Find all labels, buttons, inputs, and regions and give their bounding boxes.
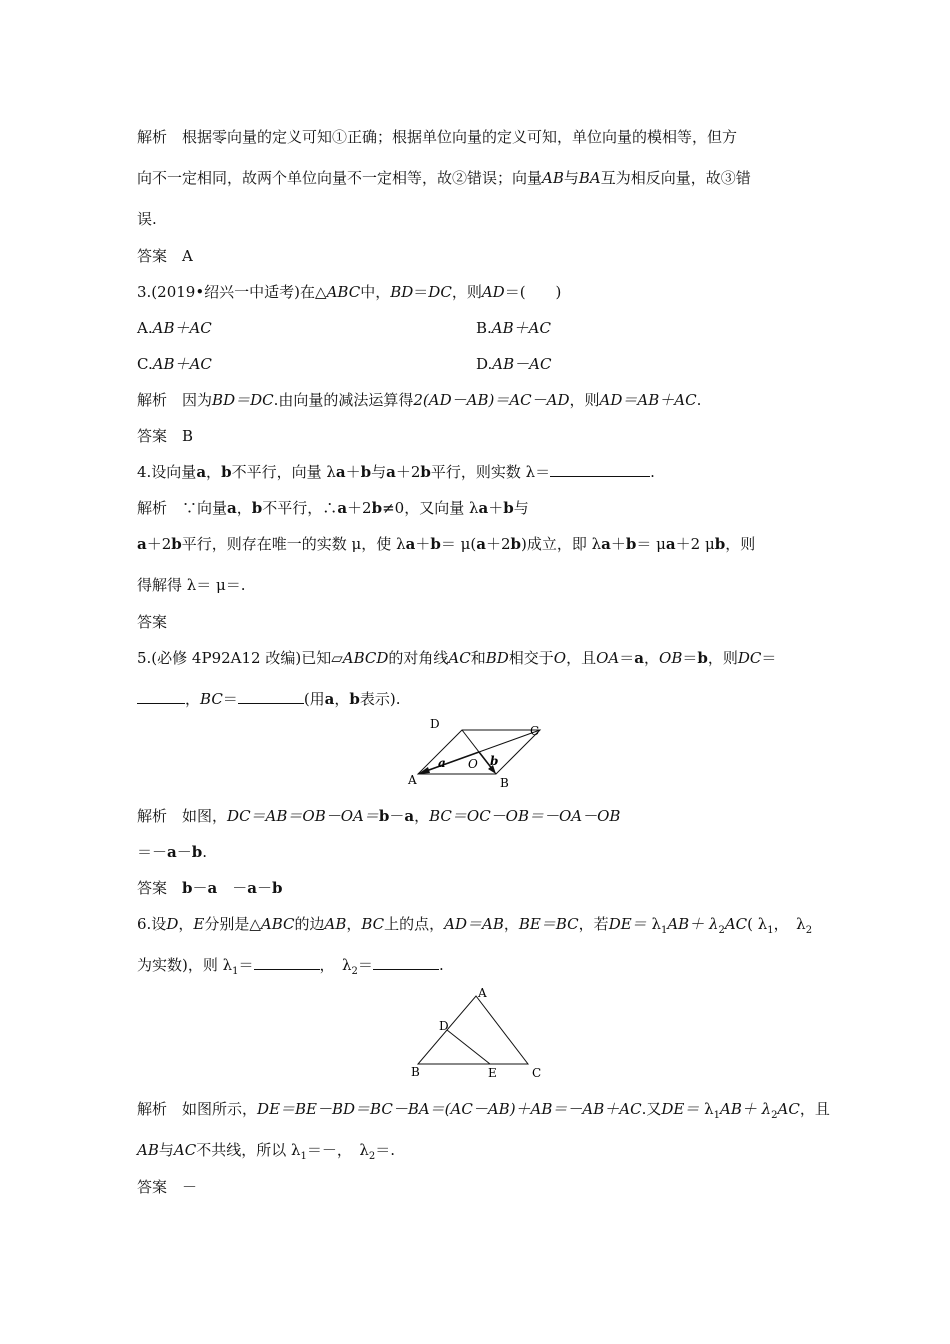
q3-stem: 3.(2019•绍兴一中适考)在△ABC中，BD＝DC，则AD＝( ): [137, 283, 562, 301]
label-e: E: [488, 1066, 497, 1080]
q4-solution-line1: 解析 ∵向量a，b不平行，∴a＋2b≠0，又向量 λa＋b与: [137, 499, 529, 517]
q6-stem-line1: 6.设D，E分别是△ABC的边AB，BC上的点，AD＝AB，BE＝BC，若$DE= \lambda_1AB+ \lambda_2AC$( $\lambda_1$， $\lambda_2$: [137, 915, 813, 936]
q5-solution-line2: ＝－a－b.: [137, 843, 208, 861]
label-a: A: [478, 986, 487, 1000]
segment-de: [447, 1030, 490, 1064]
q3-solution: 解析 因为BD＝DC.由向量的减法运算得2(AD－AB)＝AC－AD，则AD＝AB＋AC.: [137, 391, 702, 409]
q6-solution-line2: AB与AC不共线，所以 $\lambda_1=-$， $\lambda_2=$.: [137, 1141, 396, 1162]
label-b: B: [500, 776, 509, 790]
label-c: C: [530, 724, 540, 738]
q3-answer: 答案 B: [137, 427, 194, 445]
q2-solution-line1: 解析 根据零向量的定义可知①正确；根据单位向量的定义可知，单位向量的模相等，但方: [137, 128, 738, 146]
q6-answer: 答案 －: [137, 1178, 198, 1196]
q3-option-d: D.AB－AC: [476, 355, 552, 373]
answer-blank: [137, 689, 185, 704]
q3-option-c: C.AB＋AC: [137, 355, 212, 373]
q5-stem-line2: ，BC＝ (用a，b表示).: [137, 689, 401, 709]
q2-solution-line2: 向不一定相同，故两个单位向量不一定相等，故②错误；向量AB与BA互为相反向量，故③错: [137, 169, 751, 187]
q5-stem-line1: 5.(必修 4P92A12 改编)已知▱ABCD的对角线AC和BD相交于O，且OA＝a，OB＝b，则DC＝: [137, 649, 777, 667]
q3-option-a: A.AB＋AC: [137, 319, 212, 337]
solution-label: 解析: [137, 128, 168, 146]
q4-stem: 4.设向量a，b不平行，向量 λa＋b与a＋2b平行，则实数 λ＝ .: [137, 463, 655, 481]
q6-solution-line1: 解析 如图所示，DE＝BE－BD＝BC－BA＝(AC－AB)＋AB＝－AB＋AC.又$DE= \lambda_1AB+ \lambda_2AC$，且: [137, 1100, 830, 1121]
triangle-abc: [418, 996, 528, 1064]
label-d: D: [439, 1019, 449, 1033]
label-vector-a: a: [438, 756, 446, 770]
answer-blank: [373, 955, 439, 970]
label-c: C: [532, 1066, 542, 1080]
answer-blank: [254, 955, 320, 970]
label-o: O: [468, 757, 478, 771]
answer-blank: [550, 462, 650, 477]
triangle-figure: [402, 982, 552, 1080]
q4-solution-line2: a＋2b平行，则存在唯一的实数 μ，使 λa＋b＝ μ(a＋2b)成立，即 λa＋b＝ μa＋2 μb，则: [137, 535, 756, 553]
q3-option-b: B.AB＋AC: [476, 319, 551, 337]
q2-solution-line3: 误.: [137, 210, 157, 228]
label-b: B: [411, 1065, 420, 1079]
label-d: D: [430, 717, 440, 731]
q5-answer: 答案 b－a －a－b: [137, 879, 283, 897]
answer-blank: [238, 689, 304, 704]
q4-solution-line3: 得解得 λ＝ μ＝.: [137, 576, 246, 594]
q2-answer: 答案 A: [137, 247, 193, 265]
q4-answer: 答案: [137, 613, 168, 631]
parallelogram-figure: [404, 716, 554, 792]
label-vector-b: b: [490, 754, 499, 768]
label-a: A: [408, 773, 417, 787]
q5-solution-line1: 解析 如图，DC＝AB＝OB－OA＝b－a，BC＝OC－OB＝－OA－OB: [137, 807, 621, 825]
q6-stem-line2: 为实数)，则 $\lambda_1=$ ， $\lambda_2=$ .: [137, 956, 444, 977]
